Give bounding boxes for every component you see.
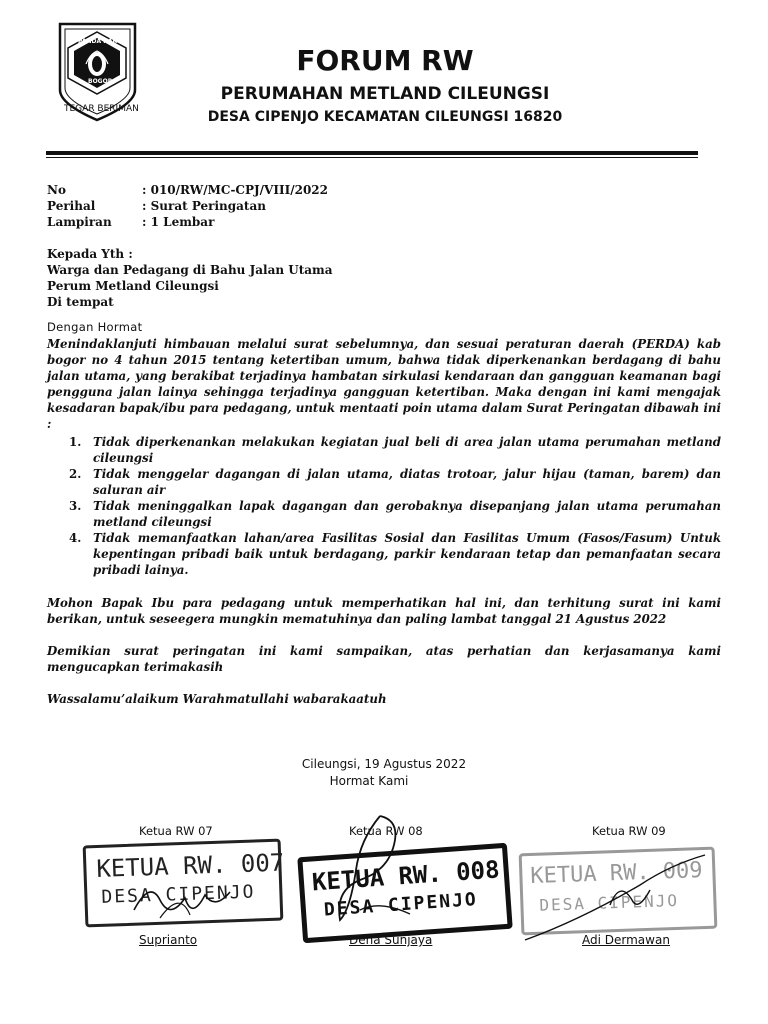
- logo-top-text: PANDA KARSA: [78, 38, 127, 45]
- rules-list: [47, 434, 721, 578]
- signatory-title-rw09: Ketua RW 09: [592, 824, 666, 838]
- recipient-block: [47, 246, 333, 310]
- list-item: 1. Tidak diperkenankan melakukan kegiatan jual beli di area jalan utama perumahan metland cileungsi: [69, 435, 721, 465]
- letterhead-thin-rule: [46, 157, 698, 158]
- signatory-name-rw07: Suprianto: [139, 933, 198, 947]
- letterhead-title: FORUM RW: [296, 44, 474, 77]
- meta-value: : 010/RW/MC-CPJ/VIII/2022: [142, 183, 328, 197]
- recipient-line: Di tempat: [47, 295, 114, 309]
- recipient-line: Perum Metland Cileungsi: [47, 279, 219, 293]
- signatory-name-rw09: Adi Dermawan: [582, 933, 670, 947]
- greeting: Dengan Hormat: [47, 320, 143, 334]
- recipient-line: Warga dan Pedagang di Bahu Jalan Utama: [47, 263, 333, 277]
- list-item: 3. Tidak meninggalkan lapak dagangan dan gerobaknya disepanjang jalan utama perumahan metland cileungsi: [69, 499, 721, 529]
- stamp-text-bottom: DESA CIPENJO: [539, 890, 680, 915]
- meta-row-subject: [47, 199, 447, 214]
- meta-label: No: [47, 183, 66, 197]
- request-paragraph: Mohon Bapak Ibu para pedagang untuk memperhatikan hal ini, dan terhitung surat ini kami berikan, untuk seseegera mungkin mematuhinya dan paling lambat tanggal 21 Agustus 2022: [47, 596, 721, 626]
- meta-value: : 1 Lembar: [142, 215, 215, 229]
- regards-line: Hormat Kami: [329, 774, 409, 788]
- meta-label: Perihal: [47, 199, 96, 213]
- logo-bottom-text: BOGOR: [88, 78, 113, 85]
- signatory-title-rw08: Ketua RW 08: [349, 824, 423, 838]
- stamp-text-top: KETUA RW. 008: [311, 855, 501, 897]
- place-date: Cileungsi, 19 Agustus 2022: [301, 757, 467, 771]
- stamp-text-top: KETUA RW. 007: [95, 848, 285, 884]
- meta-row-number: [47, 183, 447, 198]
- salam-line: Wassalamu’alaikum Warahmatullahi wabarakaatuh: [47, 692, 387, 706]
- stamp-text-bottom: DESA CIPENJO: [323, 888, 479, 921]
- logo-motto: TEGAR BERIMAN: [64, 104, 139, 114]
- meta-value: : Surat Peringatan: [142, 199, 266, 213]
- stamp-text-bottom: DESA CIPENJO: [101, 881, 256, 908]
- letterhead-thick-rule: [46, 151, 698, 155]
- signature-rw07: [130, 870, 240, 930]
- letterhead-subtitle: PERUMAHAN METLAND CILEUNGSI: [220, 84, 550, 104]
- closing-paragraph: Demikian surat peringatan ini kami sampaikan, atas perhatian dan kerjasamanya kami mengucapkan terimakasih: [47, 644, 721, 674]
- signatory-name-rw08: Dena Sunjaya: [349, 933, 433, 947]
- list-item: 4. Tidak memanfaatkan lahan/area Fasilitas Sosial dan Fasilitas Umum (Fasos/Fasum) Untuk kepentingan pribadi baik untuk berdagang, parkir kendaraan tetap dan pemanfaatan secara pribadi lainya.: [69, 531, 721, 577]
- meta-label: Lampiran: [47, 215, 112, 229]
- letterhead-address: DESA CIPENJO KECAMATAN CILEUNGSI 16820: [207, 109, 563, 125]
- list-item: 2. Tidak menggelar dagangan di jalan utama, diatas trotoar, jalur hijau (taman, barem) dan saluran air: [69, 467, 721, 497]
- meta-row-attachment: [47, 215, 447, 230]
- stamp-text-top: KETUA RW. 009: [530, 858, 703, 890]
- signature-rw08: [320, 810, 430, 940]
- recipient-line: Kepada Yth :: [47, 247, 133, 261]
- intro-paragraph: Menindaklanjuti himbauan melalui surat sebelumnya, dan sesuai peraturan daerah (PERDA) kab bogor no 4 tahun 2015 tentang ketertiban umum, bahwa tidak diperkenankan berdagang di bahu jalan utama, yang berakibat terjadinya hambatan sirkulasi kendaraan dan gangguan keamanan bagi pengguna jalan lainya sehingga terjadinya gangguan ketertiban. Maka dengan ini kami mengajak kesadaran bapak/ibu para pedagang, untuk mentaati poin utama dalam Surat Peringatan dibawah ini :: [47, 337, 721, 431]
- signatory-title-rw07: Ketua RW 07: [139, 824, 213, 838]
